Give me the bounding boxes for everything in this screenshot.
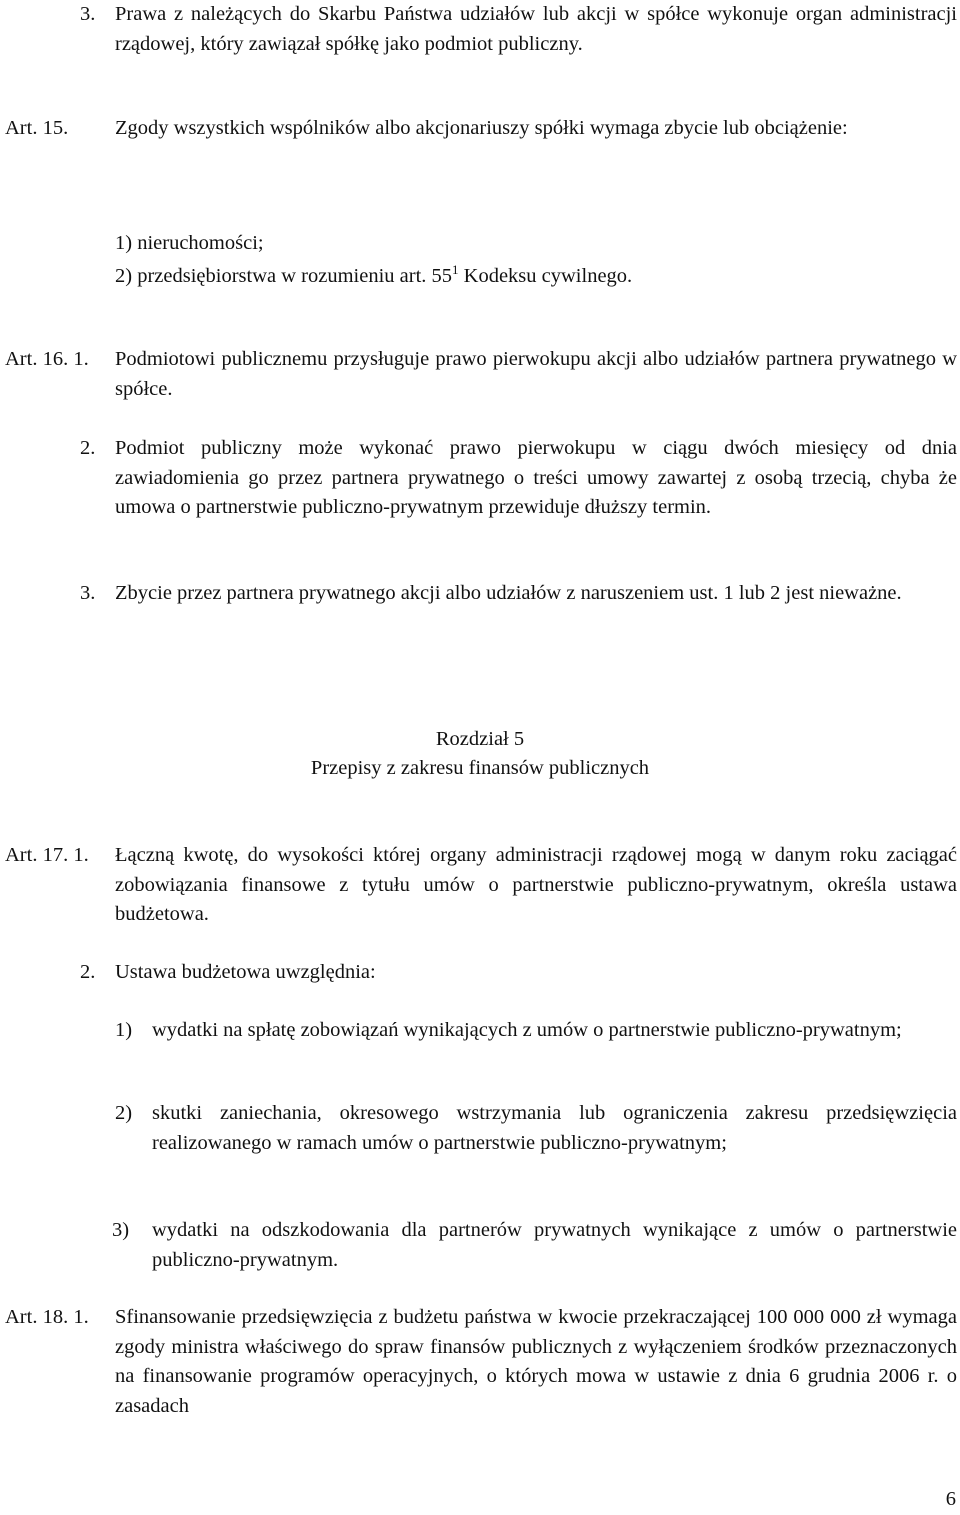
list-item: wydatki na spłatę zobowiązań wynikających z umów o partnerstwie publiczno-prywatnym;: [152, 1019, 902, 1041]
page-number: 6: [945, 1488, 956, 1510]
paragraph-number: 2.: [80, 437, 96, 459]
chapter-label: Rozdział 5: [435, 728, 525, 750]
chapter-title: Przepisy z zakresu finansów publicznych: [310, 757, 650, 779]
article-label: Art. 16. 1.: [5, 348, 89, 370]
list-item-number: 2): [115, 1102, 133, 1124]
paragraph-text: Podmiotowi publicznemu przysługuje prawo pierwokupu akcji albo udziałów partnera prywatnego w spółce.: [115, 348, 957, 400]
paragraph-number: 3.: [80, 3, 96, 25]
paragraph-text: Podmiot publiczny może wykonać prawo pierwokupu w ciągu dwóch miesięcy od dnia zawiadomienia go przez partnera prywatnego o treści umowy zawartej z osobą trzecią, chyba że umowa o partnerstwie publiczno-prywatnym przewiduje dłuższy termin.: [115, 437, 957, 518]
list-item-number: 3): [112, 1219, 130, 1241]
list-item: 1) nieruchomości;: [115, 232, 264, 254]
list-item: 2) przedsiębiorstwa w rozumieniu art. $55^1$ Kodeksu cywilnego.: [115, 262, 633, 287]
paragraph-number: 2.: [80, 961, 96, 983]
list-item: wydatki na odszkodowania dla partnerów prywatnych wynikające z umów o partnerstwie publiczno-prywatnym.: [152, 1219, 957, 1271]
list-item-number: 1): [115, 1019, 133, 1041]
article-intro: Zgody wszystkich wspólników albo akcjonariuszy spółki wymaga zbycie lub obciążenie:: [115, 117, 848, 139]
article-label: Art. 18. 1.: [5, 1306, 89, 1328]
paragraph-text: Prawa z należących do Skarbu Państwa udziałów lub akcji w spółce wykonuje organ administracji rządowej, który zawiązał spółkę jako podmiot publiczny.: [115, 3, 957, 55]
paragraph-number: 3.: [80, 582, 96, 604]
paragraph-text: Sfinansowanie przedsięwzięcia z budżetu państwa w kwocie przekraczającej 100 000 000 zł wymaga zgody ministra właściwego do spraw finansów publicznych z wyłączeniem środków przeznaczonych na finansowanie programów operacyjnych, o których mowa w ustawie z dnia 6 grudnia 2006 r. o zasadach: [115, 1306, 957, 1417]
paragraph-text: Ustawa budżetowa uwzględnia:: [115, 961, 376, 983]
article-label: Art. 15.: [5, 117, 69, 139]
article-label: Art. 17. 1.: [5, 844, 89, 866]
superscript: 1: [452, 262, 459, 278]
paragraph-text: Zbycie przez partnera prywatnego akcji albo udziałów z naruszeniem ust. 1 lub 2 jest nieważne.: [115, 582, 902, 604]
paragraph-text: Łączną kwotę, do wysokości której organy administracji rządowej mogą w danym roku zaciągać zobowiązania finansowe z tytułu umów o partnerstwie publiczno-prywatnym, określa ustawa budżetowa.: [115, 844, 957, 925]
list-item: skutki zaniechania, okresowego wstrzymania lub ograniczenia zakresu przedsięwzięcia realizowanego w ramach umów o partnerstwie publiczno-prywatnym;: [152, 1102, 957, 1154]
